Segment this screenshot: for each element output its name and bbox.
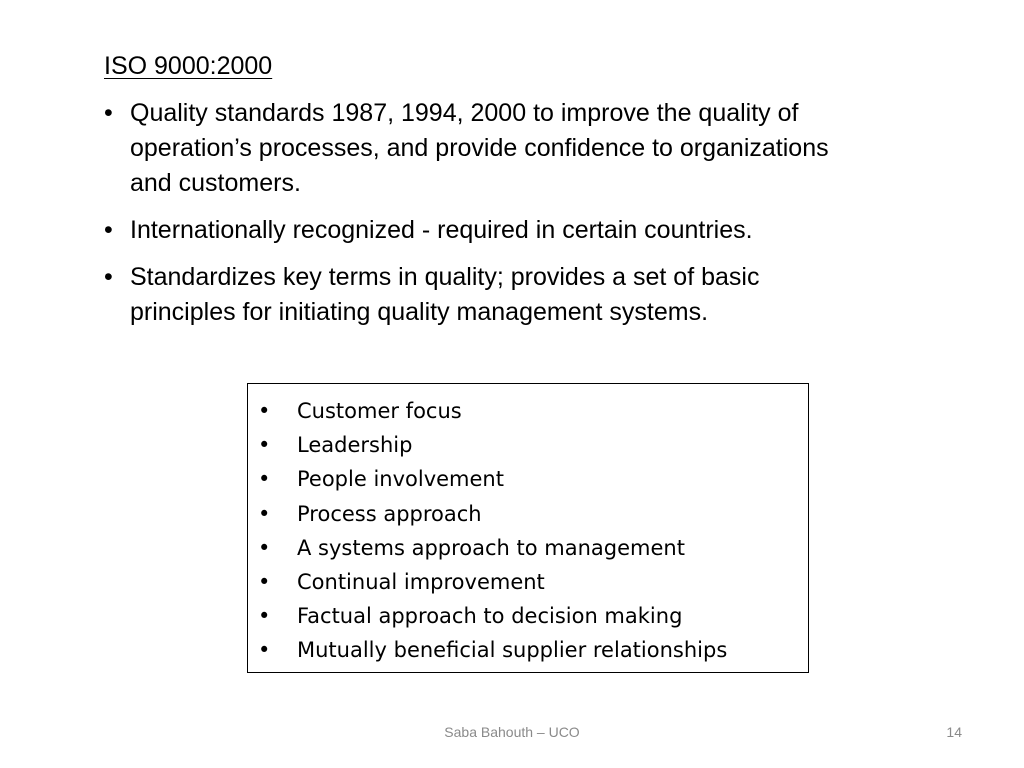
bullet-item	[104, 213, 864, 248]
bullet-dot: •	[258, 399, 271, 423]
principle-item	[258, 462, 727, 496]
bullet-dot: •	[258, 433, 271, 458]
principle-item	[258, 565, 727, 599]
bullet-dot: •	[258, 570, 271, 595]
principle-text: A systems approach to management	[297, 535, 685, 560]
principle-item	[258, 428, 727, 462]
principle-item	[258, 599, 727, 633]
bullet-text: Internationally recognized - required in certain countries.	[130, 216, 753, 244]
principle-text: Continual improvement	[297, 570, 545, 595]
bullet-text: Quality standards 1987, 1994, 2000 to improve the quality of operation’s processes, and provide confidence to organizations and customers.	[130, 99, 829, 197]
principle-item	[258, 394, 727, 428]
bullet-dot: •	[258, 535, 271, 560]
principle-text: Process approach	[297, 501, 482, 526]
principle-text: Factual approach to decision making	[297, 604, 683, 629]
page-number: 14	[946, 724, 962, 740]
principle-item	[258, 497, 727, 531]
bullet-dot: •	[258, 604, 271, 629]
principles-list	[258, 394, 727, 668]
slide-title: ISO 9000:2000	[104, 52, 273, 80]
bullet-text: Standardizes key terms in quality; provides a set of basic principles for initiating quality management systems.	[130, 263, 760, 326]
bullet-item	[104, 96, 864, 201]
principle-item	[258, 633, 727, 667]
principle-text: Mutually beneficial supplier relationships	[297, 638, 728, 663]
bullet-dot: •	[258, 638, 271, 663]
principle-item	[258, 531, 727, 565]
principles-box	[247, 383, 809, 673]
bullet-dot: •	[258, 467, 271, 492]
principle-text: People involvement	[297, 467, 504, 492]
bullet-dot: •	[258, 501, 271, 526]
footer-author: Saba Bahouth – UCO	[444, 724, 580, 740]
bullet-item	[104, 260, 864, 330]
bullet-dot: •	[104, 263, 113, 291]
main-bullet-list	[104, 96, 864, 342]
principle-text: Customer focus	[297, 399, 462, 423]
bullet-dot: •	[104, 99, 113, 127]
bullet-dot: •	[104, 216, 113, 244]
principle-text: Leadership	[297, 433, 413, 458]
